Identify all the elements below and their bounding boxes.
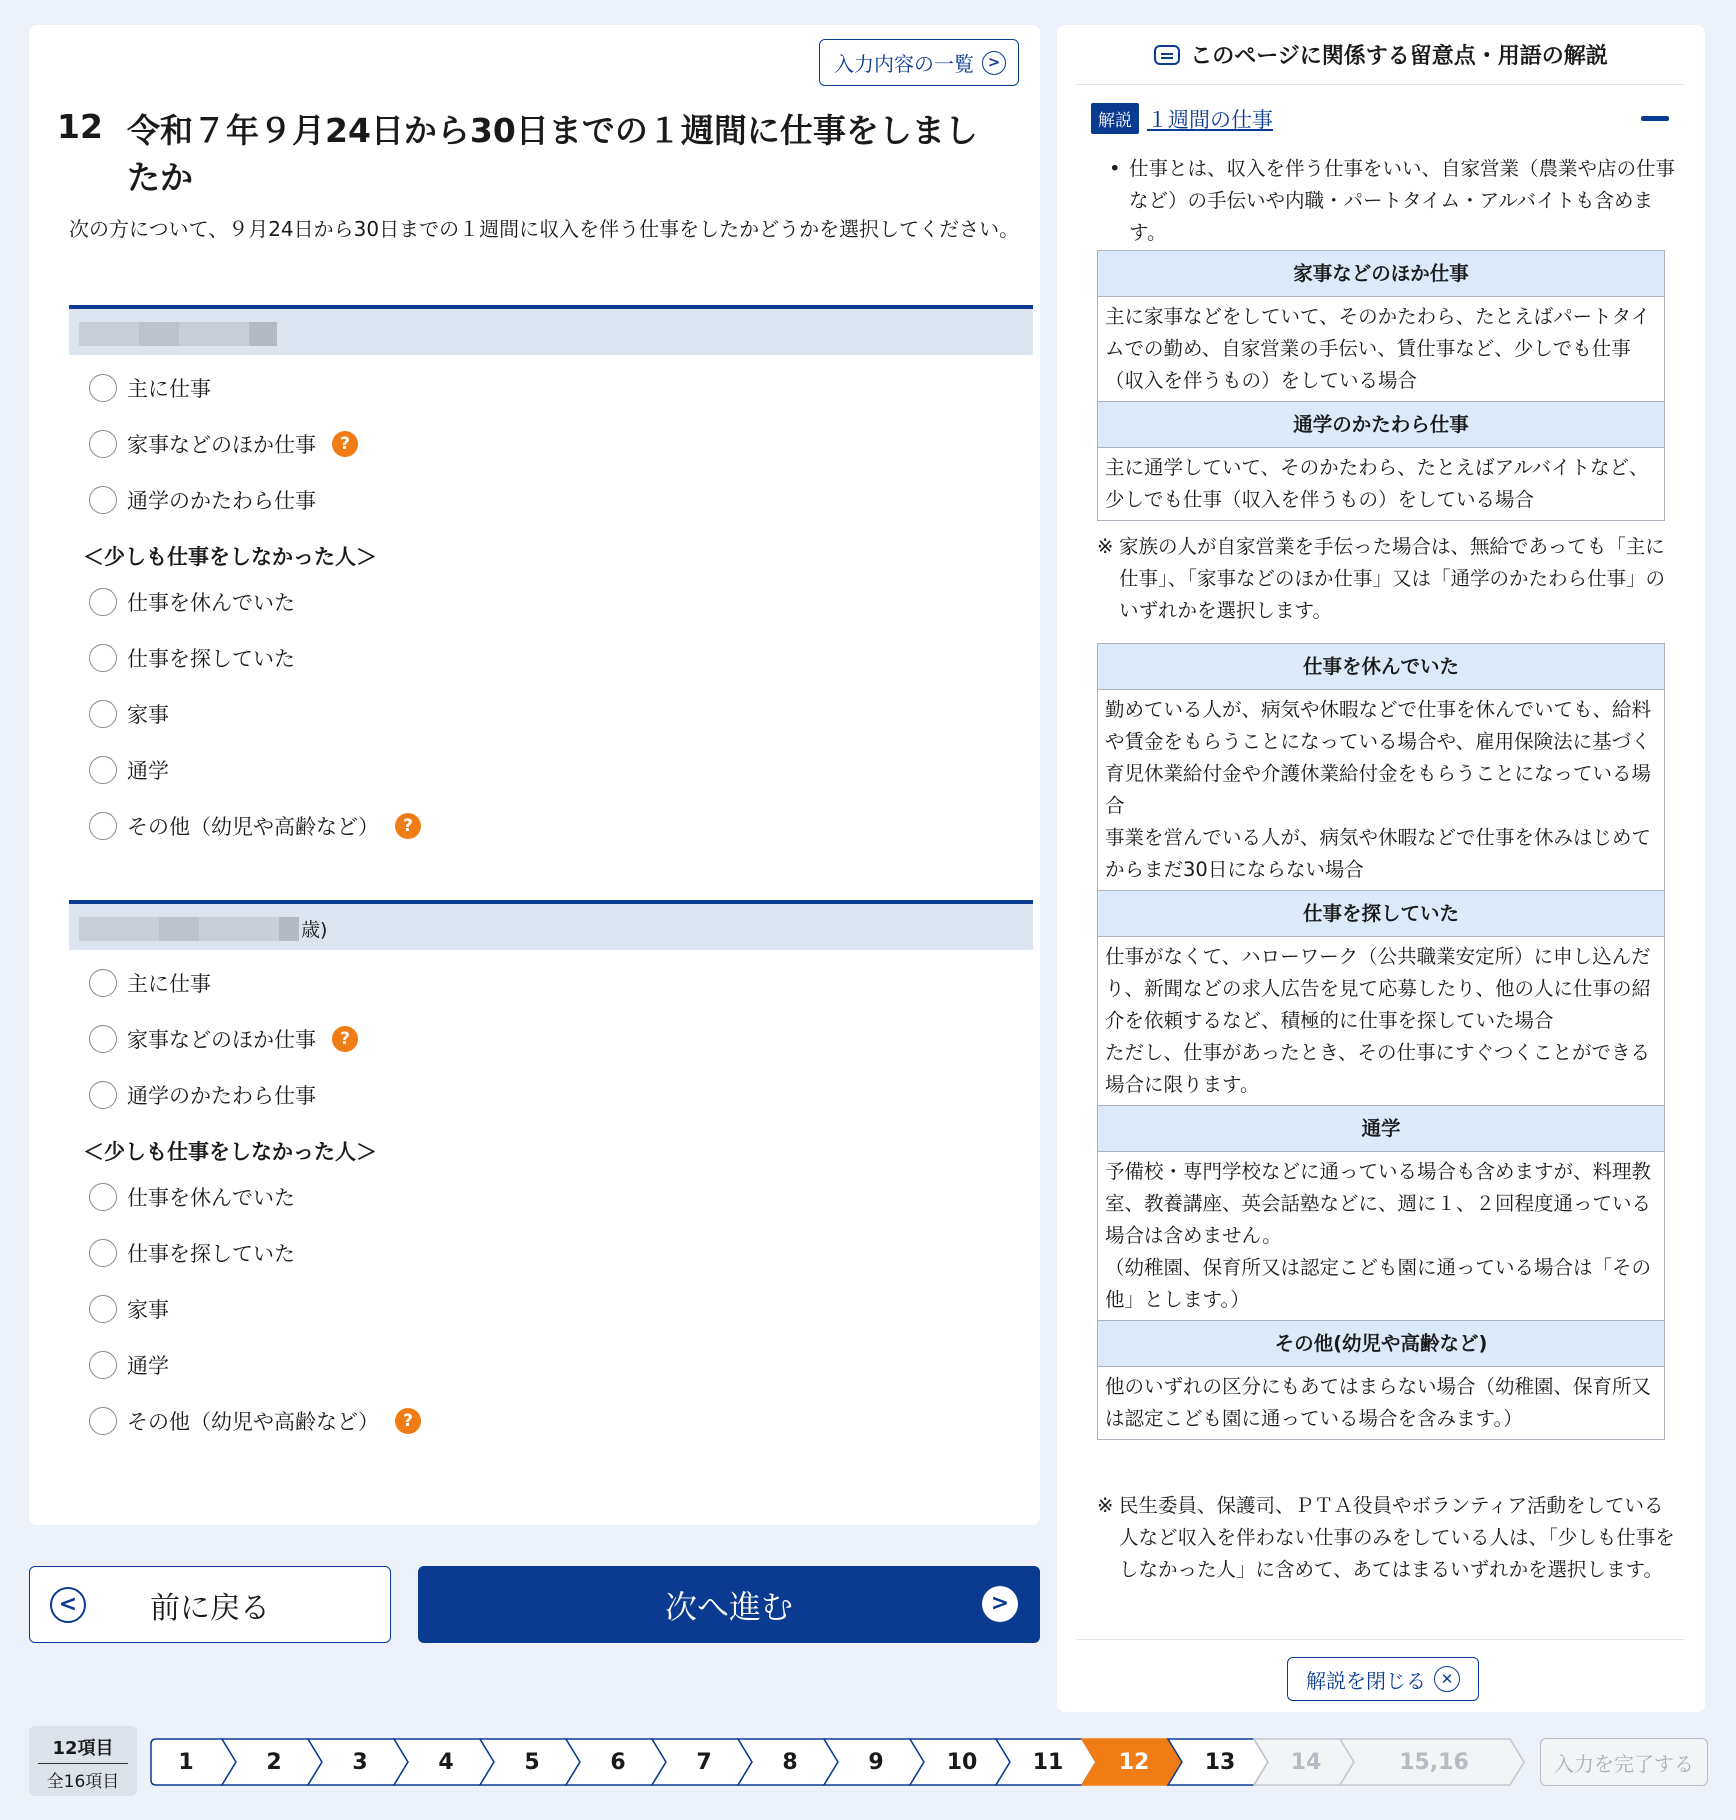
explanation-title: このページに関係する留意点・用語の解説 bbox=[1190, 44, 1608, 69]
option-label: 家事 bbox=[127, 1298, 169, 1322]
step-label-5: 5 bbox=[524, 1749, 540, 1775]
table-header: 仕事を休んでいた bbox=[1098, 644, 1664, 690]
option-label: 仕事を探していた bbox=[127, 1242, 295, 1266]
cell-text: ただし、仕事があったとき、その仕事にすぐつくことができる場合に限ります。 bbox=[1105, 1041, 1651, 1096]
option-school[interactable] bbox=[89, 1350, 169, 1380]
total-items-label: 全16項目 bbox=[46, 1772, 120, 1792]
radio-button[interactable] bbox=[89, 969, 117, 997]
table-cell bbox=[1098, 690, 1664, 891]
definition-table-2 bbox=[1097, 643, 1665, 1440]
explanation-panel bbox=[1057, 25, 1705, 1712]
person-header-2 bbox=[69, 900, 1033, 950]
option-label: 主に仕事 bbox=[127, 972, 211, 996]
option-housework[interactable] bbox=[89, 1294, 169, 1324]
option-label: その他（幼児や高齢など） bbox=[127, 1410, 379, 1434]
radio-button[interactable] bbox=[89, 486, 117, 514]
table-header: 通学 bbox=[1098, 1106, 1664, 1152]
option-job-seeking[interactable] bbox=[89, 643, 295, 673]
help-icon[interactable]: ? bbox=[332, 431, 358, 457]
radio-button[interactable] bbox=[89, 756, 117, 784]
help-icon[interactable]: ? bbox=[395, 1408, 421, 1434]
table-cell bbox=[1098, 1152, 1664, 1321]
radio-button[interactable] bbox=[89, 812, 117, 840]
option-label: 家事などのほか仕事 bbox=[127, 1028, 316, 1052]
radio-button[interactable] bbox=[89, 1081, 117, 1109]
option-label: 仕事を休んでいた bbox=[127, 591, 295, 615]
next-label: 次へ進む bbox=[664, 1587, 793, 1626]
question-description: 次の方について、９月24日から30日までの１週間に収入を伴う仕事をしたかどうかを選択してください。 bbox=[69, 217, 1020, 241]
cell-text: 予備校・専門学校などに通っている場合も含めますが、料理教室、教養講座、英会話塾などに、週に１、２回程度通っている場合は含めません。 bbox=[1105, 1160, 1652, 1247]
option-other[interactable] bbox=[89, 811, 421, 841]
radio-button[interactable] bbox=[89, 1025, 117, 1053]
radio-button[interactable] bbox=[89, 374, 117, 402]
cell-text: （幼稚園、保育所又は認定こども園に通っている場合は「その他」とします。） bbox=[1105, 1256, 1652, 1311]
chevron-right-icon: > bbox=[982, 51, 1006, 75]
option-label: 通学のかたわら仕事 bbox=[127, 1084, 316, 1108]
table-cell: 主に家事などをしていて、そのかたわら、たとえばパートタイムでの勤め、自家営業の手伝い、賃仕事など、少しでも仕事（収入を伴うもの）をしている場合 bbox=[1098, 297, 1664, 402]
redacted-name bbox=[79, 917, 159, 941]
progress-counter bbox=[29, 1726, 137, 1796]
option-label: 家事などのほか仕事 bbox=[127, 433, 316, 457]
person-section-1 bbox=[69, 305, 1033, 845]
step-label-11: 11 bbox=[1032, 1749, 1064, 1775]
option-housework-with-work[interactable] bbox=[89, 429, 358, 459]
input-list-label: 入力内容の一覧 bbox=[834, 52, 974, 76]
option-label: 仕事を探していた bbox=[127, 647, 295, 671]
term-row bbox=[1091, 103, 1273, 134]
step-label-14: 14 bbox=[1290, 1749, 1322, 1775]
back-label: 前に戻る bbox=[150, 1590, 270, 1626]
close-icon: ✕ bbox=[1434, 1666, 1460, 1692]
explanation-tag: 解説 bbox=[1091, 103, 1139, 134]
step-label-9: 9 bbox=[868, 1749, 884, 1775]
table-cell bbox=[1098, 937, 1664, 1106]
radio-button[interactable] bbox=[89, 1183, 117, 1211]
no-work-subheading: ＜少しも仕事をしなかった人＞ bbox=[83, 1140, 377, 1164]
option-label: その他（幼児や高齢など） bbox=[127, 815, 379, 839]
definition-table-1 bbox=[1097, 250, 1665, 521]
no-work-subheading: ＜少しも仕事をしなかった人＞ bbox=[83, 545, 377, 569]
current-item-label: 12項目 bbox=[52, 1738, 114, 1759]
chevron-left-icon: < bbox=[50, 1587, 86, 1623]
option-label: 通学のかたわら仕事 bbox=[127, 489, 316, 513]
option-label: 家事 bbox=[127, 703, 169, 727]
radio-button[interactable] bbox=[89, 1295, 117, 1323]
option-label: 通学 bbox=[127, 759, 169, 783]
help-icon[interactable]: ? bbox=[332, 1026, 358, 1052]
page-title: 令和７年９月24日から30日までの１週間に仕事をしましたか bbox=[127, 111, 978, 197]
question-card bbox=[29, 25, 1040, 1525]
option-school-with-work[interactable] bbox=[89, 1080, 316, 1110]
close-explanation-button[interactable] bbox=[1287, 1657, 1479, 1701]
next-button[interactable] bbox=[418, 1566, 1040, 1643]
option-on-leave[interactable] bbox=[89, 1182, 295, 1212]
cell-text: 勤めている人が、病気や休暇などで仕事を休んでいても、給料や賃金をもらうことになっている場合や、雇用保険法に基づく育児休業給付金や介護休業給付金をもらうことになっている場合 bbox=[1105, 698, 1652, 817]
option-job-seeking[interactable] bbox=[89, 1238, 295, 1268]
person-header-1 bbox=[69, 305, 1033, 355]
divider bbox=[1077, 1639, 1685, 1640]
option-label: 仕事を休んでいた bbox=[127, 1186, 295, 1210]
step-label-3: 3 bbox=[352, 1749, 368, 1775]
radio-button[interactable] bbox=[89, 588, 117, 616]
option-housework[interactable] bbox=[89, 699, 169, 729]
option-main-work[interactable] bbox=[89, 968, 211, 998]
option-main-work[interactable] bbox=[89, 373, 211, 403]
table-header: 通学のかたわら仕事 bbox=[1098, 402, 1664, 448]
explanation-header bbox=[1077, 25, 1685, 85]
radio-button[interactable] bbox=[89, 1407, 117, 1435]
step-label-12: 12 bbox=[1118, 1749, 1150, 1775]
step-label-6: 6 bbox=[610, 1749, 626, 1775]
table-cell: 主に通学していて、そのかたわら、たとえばアルバイトなど、少しでも仕事（収入を伴うもの）をしている場合 bbox=[1105, 456, 1649, 511]
term-intro: • 仕事とは、収入を伴う仕事をいい、自家営業（農業や店の仕事など）の手伝いや内職・パートタイム・アルバイトも含めます。 bbox=[1109, 153, 1679, 249]
note-family: ※ 家族の人が自家営業を手伝った場合は、無給であっても「主に仕事」、「家事などのほか仕事」又は「通学のかたわら仕事」のいずれかを選択します。 bbox=[1097, 531, 1677, 627]
help-icon[interactable]: ? bbox=[395, 813, 421, 839]
option-school-with-work[interactable] bbox=[89, 485, 316, 515]
radio-button[interactable] bbox=[89, 644, 117, 672]
option-housework-with-work[interactable] bbox=[89, 1024, 358, 1054]
option-on-leave[interactable] bbox=[89, 587, 295, 617]
collapse-icon[interactable] bbox=[1641, 116, 1669, 121]
table-header: その他(幼児や高齢など) bbox=[1098, 1321, 1664, 1367]
step-label-2: 2 bbox=[266, 1749, 282, 1775]
term-link[interactable]: １週間の仕事 bbox=[1147, 107, 1273, 132]
option-label: 通学 bbox=[127, 1354, 169, 1378]
option-school[interactable] bbox=[89, 755, 169, 785]
cell-text: 事業を営んでいる人が、病気や休暇などで仕事を休みはじめてからまだ30日にならない場合 bbox=[1105, 826, 1652, 881]
close-label: 解説を閉じる bbox=[1306, 1668, 1426, 1693]
option-other[interactable] bbox=[89, 1406, 421, 1436]
finish-button: 入力を完了する bbox=[1540, 1738, 1708, 1786]
step-label-4: 4 bbox=[438, 1749, 454, 1775]
step-label-13: 13 bbox=[1204, 1749, 1236, 1775]
person-age: 歳) bbox=[301, 919, 328, 941]
step-label-1: 1 bbox=[178, 1749, 194, 1775]
cell-text: 仕事がなくて、ハローワーク（公共職業安定所）に申し込んだり、新聞などの求人広告を見て応募したり、他の人に仕事の紹介を依頼するなど、積極的に仕事を探していた場合 bbox=[1105, 945, 1652, 1032]
note-volunteer: ※ 民生委員、保護司、ＰＴＡ役員やボランティア活動をしている人など収入を伴わない仕事のみをしている人は、「少しも仕事をしなかった人」に含めて、あてはまるいずれかを選択します。 bbox=[1097, 1490, 1677, 1586]
option-label: 主に仕事 bbox=[127, 377, 211, 401]
input-list-button[interactable] bbox=[819, 39, 1019, 86]
chevron-right-icon: > bbox=[982, 1586, 1018, 1622]
question-number: 12 bbox=[57, 107, 103, 146]
table-header: 仕事を探していた bbox=[1098, 891, 1664, 937]
comment-icon bbox=[1154, 45, 1180, 65]
table-cell: 他のいずれの区分にもあてはまらない場合（幼稚園、保育所又は認定こども園に通っている場合を含みます。） bbox=[1105, 1375, 1652, 1430]
radio-button[interactable] bbox=[89, 1239, 117, 1267]
back-button[interactable] bbox=[29, 1566, 391, 1643]
person-section-2 bbox=[69, 900, 1033, 1440]
table-header: 家事などのほか仕事 bbox=[1098, 251, 1664, 297]
step-label-10: 10 bbox=[946, 1749, 978, 1775]
radio-button[interactable] bbox=[89, 1351, 117, 1379]
step-label-8: 8 bbox=[782, 1749, 798, 1775]
step-label-15-16: 15,16 bbox=[1399, 1749, 1469, 1775]
radio-button[interactable] bbox=[89, 430, 117, 458]
radio-button[interactable] bbox=[89, 700, 117, 728]
step-label-7: 7 bbox=[696, 1749, 712, 1775]
redacted-name bbox=[79, 322, 139, 346]
